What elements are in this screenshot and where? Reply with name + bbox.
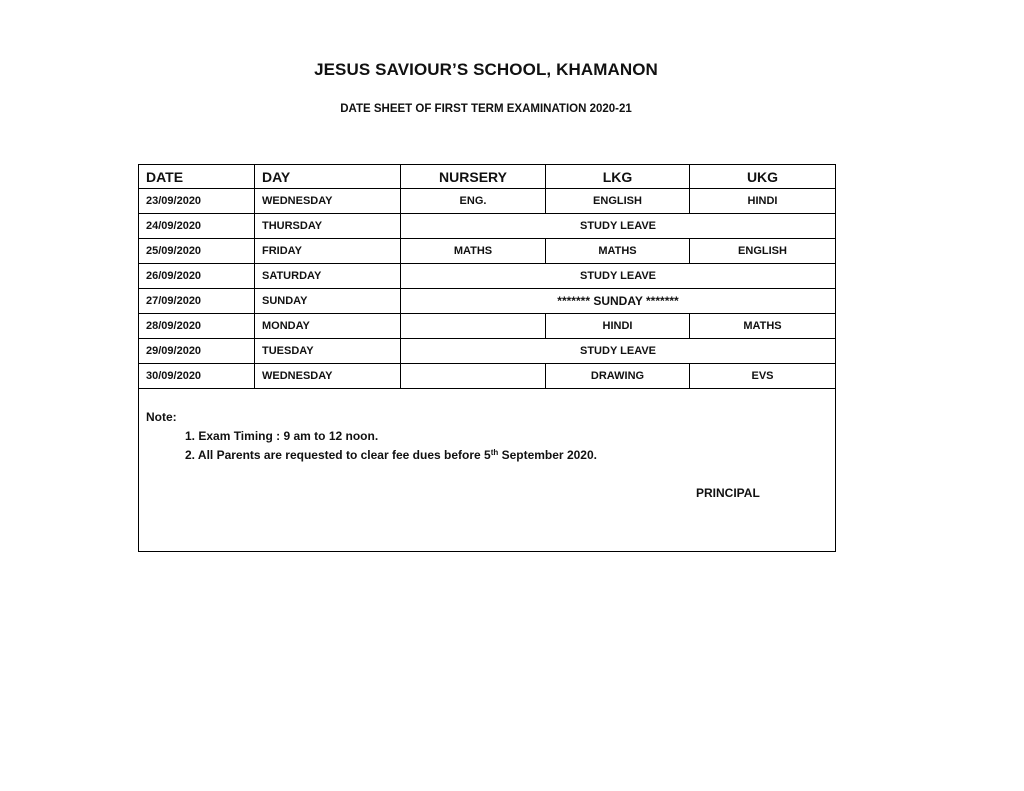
cell-nursery: MATHS [401, 239, 546, 264]
note-fee-dues-text: 2. All Parents are requested to clear fee dues before 5 [185, 448, 491, 462]
cell-nursery: ENG. [401, 189, 546, 214]
cell-date: 30/09/2020 [139, 364, 255, 389]
table-row [139, 214, 836, 239]
cell-study-leave: STUDY LEAVE [401, 264, 836, 289]
table-row [139, 314, 836, 339]
cell-lkg: MATHS [546, 239, 690, 264]
principal-signature: PRINCIPAL [696, 486, 760, 500]
cell-day: MONDAY [255, 314, 401, 339]
table-row [139, 239, 836, 264]
cell-study-leave: STUDY LEAVE [401, 339, 836, 364]
cell-ukg: EVS [690, 364, 836, 389]
note-fee-dues-ordinal: th [490, 448, 499, 457]
table-row [139, 289, 836, 314]
cell-date: 27/09/2020 [139, 289, 255, 314]
school-title: JESUS SAVIOUR’S SCHOOL, KHAMANON [314, 60, 658, 79]
header-nursery: NURSERY [401, 165, 546, 189]
cell-lkg: HINDI [546, 314, 690, 339]
header-lkg: LKG [546, 165, 690, 189]
cell-day: SATURDAY [255, 264, 401, 289]
cell-sunday: ******* SUNDAY ******* [401, 289, 836, 314]
date-sheet-table [138, 164, 836, 552]
table-row [139, 264, 836, 289]
table-row [139, 364, 836, 389]
header-date: DATE [139, 165, 255, 189]
cell-nursery [401, 314, 546, 339]
cell-lkg: ENGLISH [546, 189, 690, 214]
cell-day: THURSDAY [255, 214, 401, 239]
note-fee-dues [185, 448, 597, 462]
notes-cell [139, 389, 836, 552]
cell-day: FRIDAY [255, 239, 401, 264]
note-label: Note: [146, 410, 177, 424]
cell-date: 26/09/2020 [139, 264, 255, 289]
cell-day: WEDNESDAY [255, 189, 401, 214]
cell-date: 23/09/2020 [139, 189, 255, 214]
cell-date: 24/09/2020 [139, 214, 255, 239]
date-sheet-title: DATE SHEET OF FIRST TERM EXAMINATION 2020-21 [340, 103, 632, 115]
cell-date: 29/09/2020 [139, 339, 255, 364]
cell-day: SUNDAY [255, 289, 401, 314]
cell-day: TUESDAY [255, 339, 401, 364]
header-day: DAY [255, 165, 401, 189]
table-row [139, 189, 836, 214]
cell-ukg: ENGLISH [690, 239, 836, 264]
cell-date: 28/09/2020 [139, 314, 255, 339]
notes-row [139, 389, 836, 552]
header-ukg: UKG [690, 165, 836, 189]
cell-day: WEDNESDAY [255, 364, 401, 389]
cell-ukg: MATHS [690, 314, 836, 339]
table-row [139, 339, 836, 364]
note-exam-timing: 1. Exam Timing : 9 am to 12 noon. [185, 429, 379, 443]
cell-ukg: HINDI [690, 189, 836, 214]
cell-study-leave: STUDY LEAVE [401, 214, 836, 239]
note-fee-dues-date: September 2020. [498, 448, 597, 462]
table-header-row [139, 165, 836, 189]
cell-nursery [401, 364, 546, 389]
cell-lkg: DRAWING [546, 364, 690, 389]
cell-date: 25/09/2020 [139, 239, 255, 264]
